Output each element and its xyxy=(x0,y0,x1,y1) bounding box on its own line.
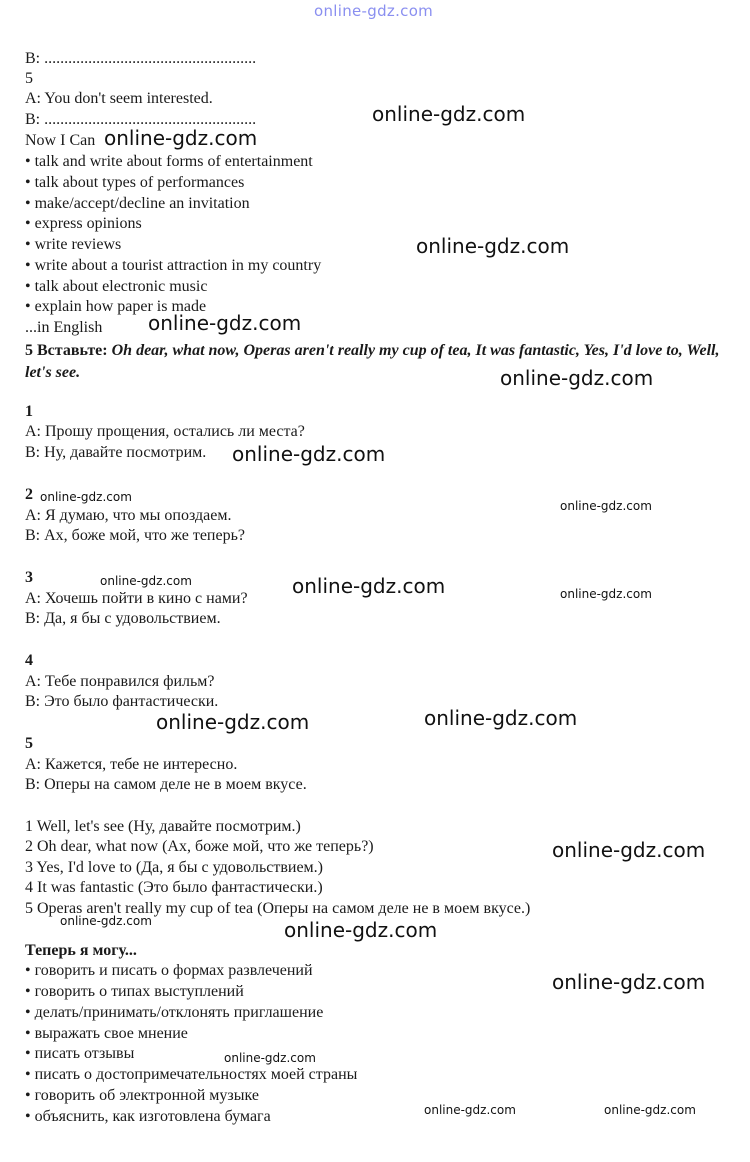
task-phrases: Oh dear, what now, Operas aren't really my cup of tea, It was fantastic, Yes, I'd love to, Well, let's see. xyxy=(25,342,720,381)
can-list-item-ru: • делать/принимать/отклонять приглашение xyxy=(25,1004,324,1021)
watermark: online-gdz.com xyxy=(284,918,438,942)
can-list-item-ru: • говорить о типах выступлений xyxy=(25,983,244,1000)
answer-item: 4 It was fantastic (Это было фантастически.) xyxy=(25,879,323,896)
watermark: online-gdz.com xyxy=(60,914,152,928)
can-list-item-ru: • писать отзывы xyxy=(25,1045,135,1062)
dialogue-line-a: A: Я думаю, что мы опоздаем. xyxy=(25,507,232,524)
watermark: online-gdz.com xyxy=(104,126,258,150)
watermark: online-gdz.com xyxy=(100,574,192,588)
can-list-item: • explain how paper is made xyxy=(25,298,207,315)
answer-item: 1 Well, let's see (Ну, давайте посмотрим.) xyxy=(25,818,301,835)
dialogue-line-a: A: Кажется, тебе не интересно. xyxy=(25,756,238,773)
task-prefix: 5 Вставьте: xyxy=(25,342,108,359)
dialogue-line-a: A: You don't seem interested. xyxy=(25,90,213,107)
watermark: online-gdz.com xyxy=(416,234,570,258)
dialogue-line-b: B: Это было фантастически. xyxy=(25,693,219,710)
dialogue-line-a: A: Тебе понравился фильм? xyxy=(25,673,215,690)
can-list-item-ru: • говорить и писать о формах развлечений xyxy=(25,962,313,979)
watermark: online-gdz.com xyxy=(500,366,654,390)
dialogue-line-a: A: Прошу прощения, остались ли места? xyxy=(25,423,305,440)
watermark: online-gdz.com xyxy=(424,706,578,730)
can-heading-ru: Теперь я могу... xyxy=(25,942,137,959)
dialogue-number: 3 xyxy=(25,569,33,586)
can-list-item: • talk about types of performances xyxy=(25,174,245,191)
can-list-item-ru: • выражать свое мнение xyxy=(25,1025,188,1042)
dialogue-number: 5 xyxy=(25,735,33,752)
watermark: online-gdz.com xyxy=(224,1051,316,1065)
watermark: online-gdz.com xyxy=(604,1103,696,1117)
can-list-item: • talk about electronic music xyxy=(25,278,208,295)
dialogue-number: 2 xyxy=(25,486,33,503)
can-list-item: • write reviews xyxy=(25,236,122,253)
watermark: online-gdz.com xyxy=(372,102,526,126)
can-list-item: • make/accept/decline an invitation xyxy=(25,195,250,212)
answer-line-b: B: ..................................................... xyxy=(25,111,257,128)
dialogue-line-b: B: Ну, давайте посмотрим. xyxy=(25,444,207,461)
answer-item: 2 Oh dear, what now (Ах, боже мой, что же теперь?) xyxy=(25,838,374,855)
can-list-item: • talk and write about forms of entertainment xyxy=(25,153,313,170)
can-list-item-ru: • объяснить, как изготовлена бумага xyxy=(25,1108,271,1125)
watermark: online-gdz.com xyxy=(560,587,652,601)
can-list-item-ru: • писать о достопримечательностях моей страны xyxy=(25,1066,358,1083)
watermark: online-gdz.com xyxy=(156,710,310,734)
answer-line-b: B: ..................................................... xyxy=(25,50,257,67)
answer-item: 3 Yes, I'd love to (Да, я бы с удовольствием.) xyxy=(25,859,323,876)
dialogue-line-b: B: Оперы на самом деле не в моем вкусе. xyxy=(25,776,307,793)
watermark: online-gdz.com xyxy=(552,970,706,994)
now-i-can-heading: Now I Can xyxy=(25,132,96,149)
dialogue-number: 4 xyxy=(25,652,33,669)
watermark: online-gdz.com xyxy=(560,499,652,513)
can-list-item-ru: • говорить об электронной музыке xyxy=(25,1087,259,1104)
watermark: online-gdz.com xyxy=(292,574,446,598)
can-list-item: • express opinions xyxy=(25,215,142,232)
watermark: online-gdz.com xyxy=(148,311,302,335)
header-watermark: online-gdz.com xyxy=(314,2,434,20)
dialogue-line-b: B: Да, я бы с удовольствием. xyxy=(25,610,221,627)
watermark: online-gdz.com xyxy=(40,490,132,504)
item-number: 5 xyxy=(25,70,33,87)
can-list-footer: ...in English xyxy=(25,319,103,336)
can-list-item: • write about a tourist attraction in my country xyxy=(25,257,322,274)
watermark: online-gdz.com xyxy=(552,838,706,862)
answer-item: 5 Operas aren't really my cup of tea (Оперы на самом деле не в моем вкусе.) xyxy=(25,900,531,917)
dialogue-number: 1 xyxy=(25,403,33,420)
dialogue-line-b: B: Ах, боже мой, что же теперь? xyxy=(25,527,245,544)
dialogue-line-a: A: Хочешь пойти в кино с нами? xyxy=(25,590,248,607)
watermark: online-gdz.com xyxy=(424,1103,516,1117)
watermark: online-gdz.com xyxy=(232,442,386,466)
